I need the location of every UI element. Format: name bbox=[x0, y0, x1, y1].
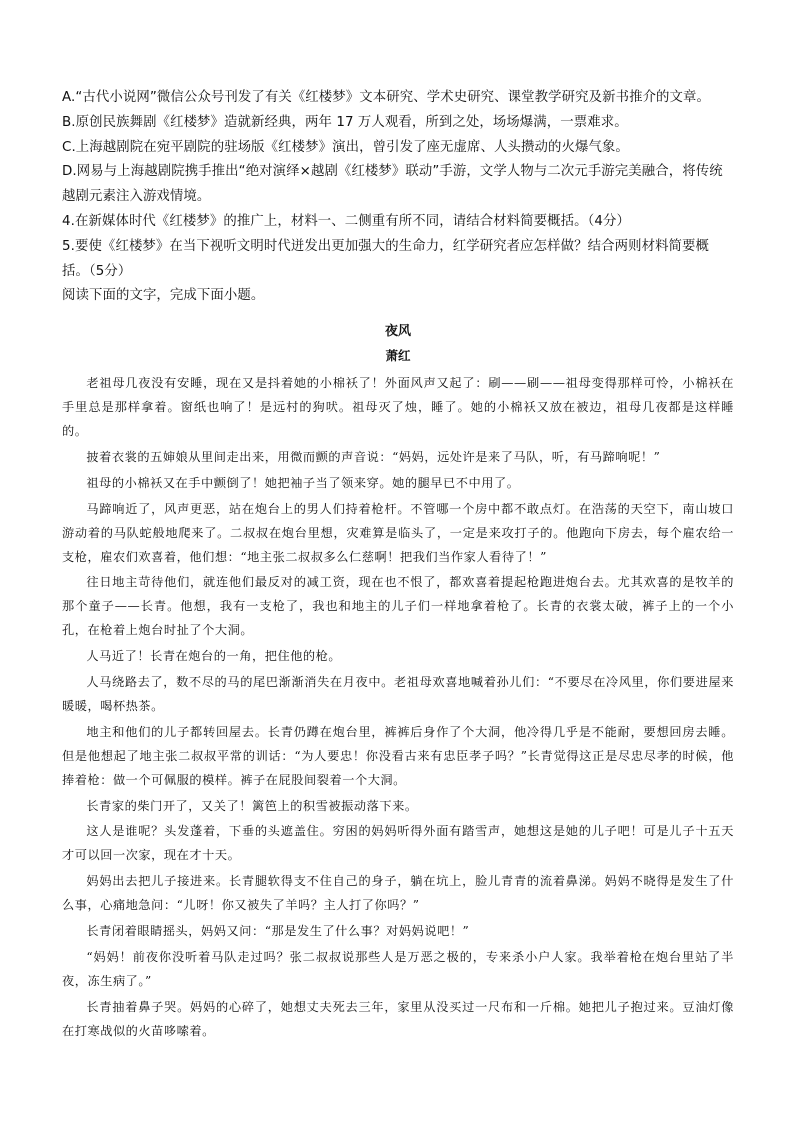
option-a: A.“古代小说网”微信公众号刊发了有关《红楼梦》文本研究、学术史研究、课堂教学研究及新书推介的文章。 bbox=[62, 90, 711, 105]
option-b: B.原创民族舞剧《红楼梦》造就新经典，两年 17 万人观看，所到之处，场场爆满，一票难求。 bbox=[62, 114, 628, 130]
option-c: C.上海越剧院在宛平剧院的驻场版《红楼梦》演出，曾引发了座无虚席、人头攒动的火爆气象。 bbox=[62, 139, 629, 155]
story-paragraph: 长青家的柴门开了，又关了！篱笆上的积雪被振动落下来。 bbox=[86, 798, 418, 813]
story-body bbox=[62, 372, 734, 1043]
story-paragraph: 地主和他们的儿子都转回屋去。长青仍蹲在炮台里，裤裤后身作了个大洞，他冷得几乎是不能耐，要想回房去睡。但是他想起了地主张二叔叔平常的训话：“为人要忠！你没看古来有忠臣孝子吗？”长青觉得这正是尽忠尽孝的时候，他捧着枪：做一个可佩服的模样。裤子在屁股间裂着一个大洞。 bbox=[62, 724, 734, 787]
story-paragraph: 老祖母几夜没有安睡，现在又是抖着她的小棉袄了！外面风声又起了：刷——刷——祖母变得那样可怜，小棉袄在手里总是那样拿着。窗纸也响了！是远村的狗吠。祖母灭了烛，睡了。她的小棉袄又放在被边，祖母几夜都是这样睡的。 bbox=[62, 376, 734, 438]
option-d: D.网易与上海越剧院携手推出“绝对演绎×越剧《红楼梦》联动”手游，文学人物与二次元手游完美融合，将传统越剧元素注入游戏情境。 bbox=[62, 164, 723, 205]
story-paragraph: 披着衣裳的五婶娘从里间走出来，用微而颤的声音说：“妈妈，远处许是来了马队，听，有马蹄响呢！” bbox=[86, 449, 661, 464]
story-paragraph: 长青闭着眼睛摇头，妈妈又问：“那是发生了什么事？对妈妈说吧！” bbox=[86, 924, 470, 939]
story-paragraph: 祖母的小棉袄又在手中颤倒了！她把袖子当了领来穿。她的腿早已不中用了。 bbox=[86, 475, 520, 490]
story-paragraph: 人马近了！长青在炮台的一角，把住他的枪。 bbox=[86, 649, 342, 664]
story-paragraph: 妈妈出去把儿子接进来。长青腿软得支不住自己的身子，躺在坑上，脸儿青青的流着鼻涕。妈妈不晓得是发生了什么事，心痛地急问：“儿呀！你又被失了羊吗？主人打了你吗？” bbox=[62, 874, 734, 913]
story-paragraph: 长青抽着鼻子哭。妈妈的心碎了，她想丈夫死去三年，家里从没买过一尺布和一斤棉。她把儿子抱过来。豆油灯像在打寒战似的火苗哆嗦着。 bbox=[62, 999, 734, 1038]
story-paragraph: “妈妈！前夜你没听着马队走过吗？张二叔叔说那些人是万恶之极的，专来杀小户人家。我举着枪在炮台里站了半夜，冻生病了。” bbox=[62, 950, 734, 988]
story-paragraph: 往日地主苛待他们，就连他们最反对的减工资，现在也不恨了，都欢喜着提起枪跑进炮台去。尤其欢喜的是牧羊的那个童子——长青。他想，我有一支枪了，我也和地主的儿子们一样地拿着枪了。长青的衣裳太破，裤子上的一个小孔，在枪着上炮台时扯了个大洞。 bbox=[62, 575, 734, 638]
story-paragraph: 这人是谁呢？头发蓬着，下垂的头遮盖住。穷困的妈妈听得外面有踏雪声，她想这是她的儿子吧！可是儿子十五天才可以回一次家，现在才十天。 bbox=[62, 824, 734, 863]
reading-instruction: 阅读下面的文字，完成下面小题。 bbox=[62, 288, 265, 304]
question-5: 5.要使《红楼梦》在当下视听文明时代迸发出更加强大的生命力，红学研究者应怎样做？结合两则材料简要概括。（5分） bbox=[62, 238, 710, 279]
story-paragraph: 人马绕路去了，数不尽的马的尾巴渐渐消失在月夜中。老祖母欢喜地喊着孙儿们：“不要尽在冷风里，你们要进屋来暖暖，喝杯热茶。 bbox=[62, 675, 734, 713]
story-paragraph: 马蹄响近了，风声更恶，站在炮台上的男人们持着枪杆。不管哪一个房中都不敢点灯。在浩荡的天空下，南山坡口游动着的马队蛇般地爬来了。二叔叔在炮台里想，灾难算是临头了，一定是来攻打子的。他跑向下房去，每个雇农给一支枪，雇农们欢喜着，他们想：“地主张二叔叔多么仁慈啊！把我们当作家人看待了！” bbox=[62, 501, 734, 564]
story-title: 夜风 bbox=[384, 324, 411, 340]
question-4: 4.在新媒体时代《红楼梦》的推广上，材料一、二侧重有所不同，请结合材料简要概括。（4分） bbox=[62, 213, 631, 229]
story-author: 萧红 bbox=[385, 348, 411, 364]
